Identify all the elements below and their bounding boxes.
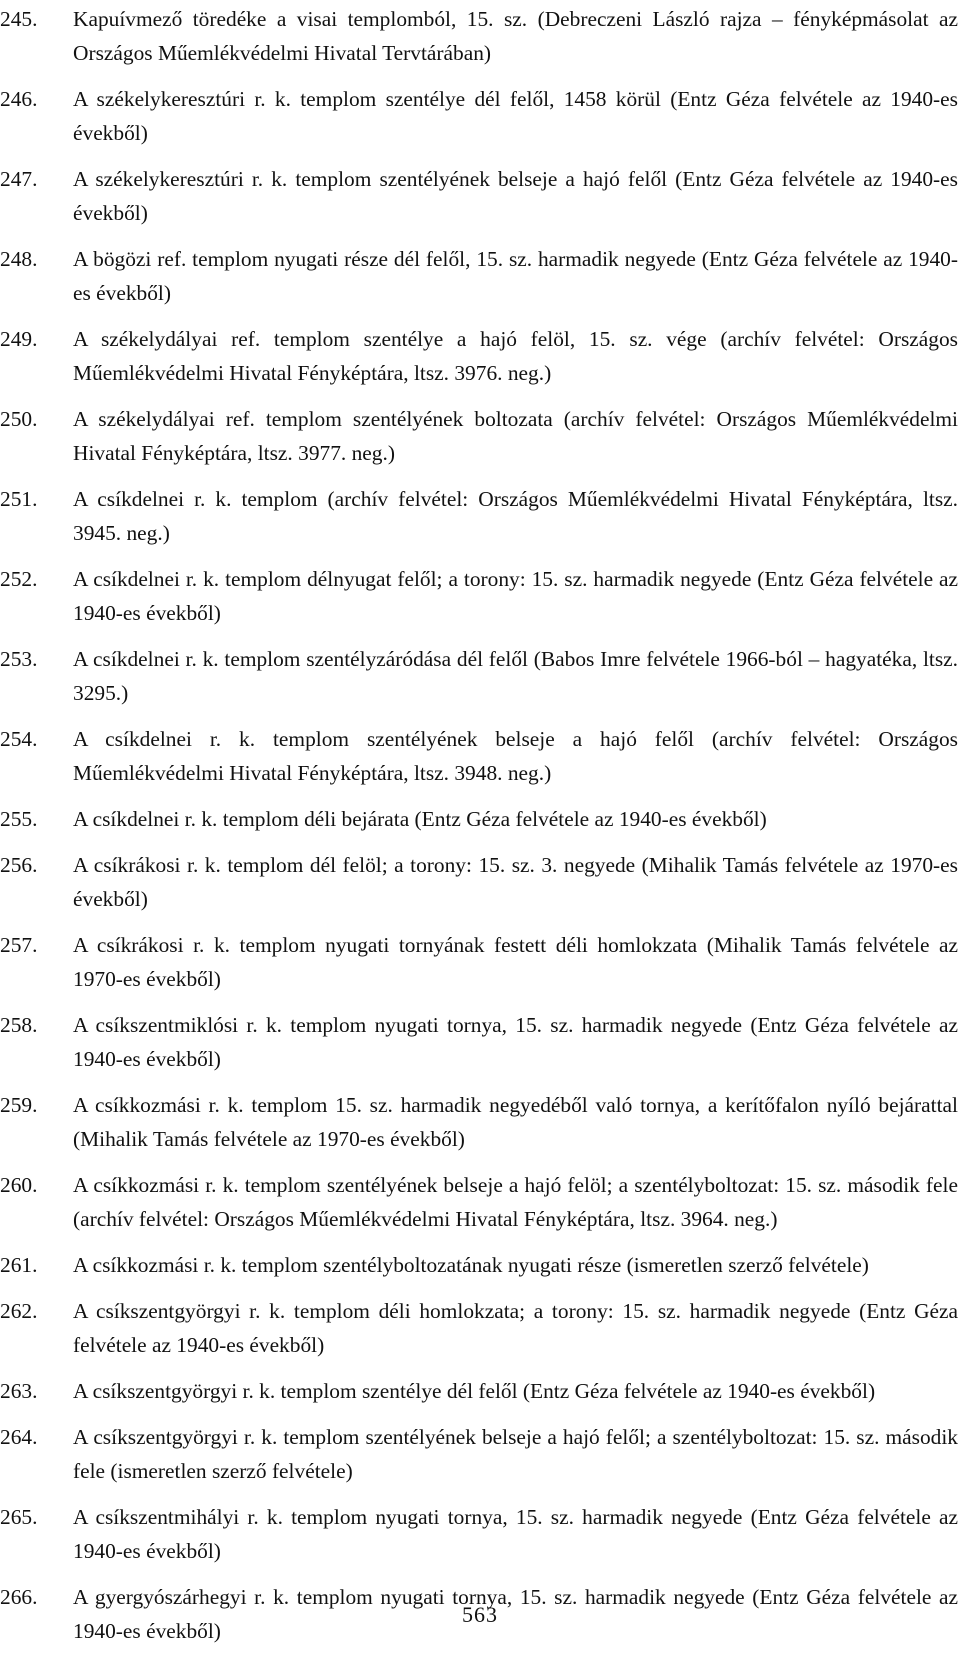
entry-number: 254. bbox=[0, 727, 38, 751]
list-item bbox=[0, 1420, 960, 1488]
entry-caption: A bögözi ref. templom nyugati része dél felől, 15. sz. harmadik negyede (Entz Géza felvétele az 1940-es évekből) bbox=[73, 247, 958, 305]
list-item bbox=[0, 928, 960, 996]
entry-number: 265. bbox=[0, 1505, 38, 1529]
list-item bbox=[0, 82, 960, 150]
entry-number: 248. bbox=[0, 247, 38, 271]
entry-caption: A csíkszentmihályi r. k. templom nyugati tornya, 15. sz. harmadik negyede (Entz Géza felvétele az 1940-es évekből) bbox=[73, 1505, 958, 1563]
entry-number: 256. bbox=[0, 853, 38, 877]
entry-number: 246. bbox=[0, 87, 38, 111]
list-item bbox=[0, 1294, 960, 1362]
list-item bbox=[0, 848, 960, 916]
entry-caption: A csíkrákosi r. k. templom nyugati tornyának festett déli homlokzata (Mihalik Tamás felvétele az 1970-es évekből) bbox=[73, 933, 958, 991]
entry-number: 259. bbox=[0, 1093, 38, 1117]
entry-number: 252. bbox=[0, 567, 38, 591]
list-item bbox=[0, 1088, 960, 1156]
entry-number: 262. bbox=[0, 1299, 38, 1323]
list-item bbox=[0, 802, 960, 836]
entry-caption: A csíkszentmiklósi r. k. templom nyugati tornya, 15. sz. harmadik negyede (Entz Géza felvétele az 1940-es évekből) bbox=[73, 1013, 958, 1071]
entry-caption: A csíkdelnei r. k. templom szentélyzáródása dél felől (Babos Imre felvétele 1966-ból – hagyatéka, ltsz. 3295.) bbox=[73, 647, 958, 705]
entry-caption: A székelydályai ref. templom szentélye a hajó felöl, 15. sz. vége (archív felvétel: Országos Műemlékvédelmi Hivatal Fényképtára, ltsz. 3976. neg.) bbox=[73, 327, 958, 385]
entry-caption: A csíkkozmási r. k. templom szentélyének belseje a hajó felöl; a szentélyboltozat: 15. sz. második fele (archív felvétel: Országos Műemlékvédelmi Hivatal Fényképtára, ltsz. 3964. neg.) bbox=[73, 1173, 958, 1231]
list-item bbox=[0, 162, 960, 230]
entry-number: 245. bbox=[0, 7, 38, 31]
entry-number: 261. bbox=[0, 1253, 38, 1277]
entry-number: 264. bbox=[0, 1425, 38, 1449]
entry-caption: A székelykeresztúri r. k. templom szentélyének belseje a hajó felől (Entz Géza felvétele az 1940-es évekből) bbox=[73, 167, 958, 225]
entry-caption: A csíkdelnei r. k. templom (archív felvétel: Országos Műemlékvédelmi Hivatal Fényképtára, ltsz. 3945. neg.) bbox=[73, 487, 958, 545]
list-item bbox=[0, 722, 960, 790]
list-item bbox=[0, 482, 960, 550]
entry-caption: A csíkszentgyörgyi r. k. templom szentélye dél felől (Entz Géza felvétele az 1940-es évekből) bbox=[73, 1379, 876, 1403]
list-item bbox=[0, 1168, 960, 1236]
entry-caption: Kapuívmező töredéke a visai templomból, 15. sz. (Debreczeni László rajza – fényképmásolat az Országos Műemlékvédelmi Hivatal Tervtárában) bbox=[73, 7, 958, 65]
entry-number: 263. bbox=[0, 1379, 38, 1403]
list-item bbox=[0, 1374, 960, 1408]
entry-number: 266. bbox=[0, 1585, 38, 1609]
list-item bbox=[0, 2, 960, 70]
list-item bbox=[0, 642, 960, 710]
entry-caption: A székelykeresztúri r. k. templom szentélye dél felől, 1458 körül (Entz Géza felvétele az 1940-es évekből) bbox=[73, 87, 958, 145]
entry-caption: A csíkdelnei r. k. templom délnyugat felől; a torony: 15. sz. harmadik negyede (Entz Géza felvétele az 1940-es évekből) bbox=[73, 567, 958, 625]
entry-number: 251. bbox=[0, 487, 38, 511]
entry-number: 249. bbox=[0, 327, 38, 351]
entry-number: 258. bbox=[0, 1013, 38, 1037]
entry-number: 250. bbox=[0, 407, 38, 431]
entry-caption: A csíkkozmási r. k. templom szentélyboltozatának nyugati része (ismeretlen szerző felvétele) bbox=[73, 1253, 869, 1277]
entry-caption: A gyergyószárhegyi r. k. templom nyugati tornya, 15. sz. harmadik negyede (Entz Géza felvétele az 1940-es évekből) bbox=[73, 1585, 958, 1643]
list-item bbox=[0, 402, 960, 470]
entry-caption: A csíkdelnei r. k. templom déli bejárata (Entz Géza felvétele az 1940-es évekből) bbox=[73, 807, 767, 831]
list-item bbox=[0, 562, 960, 630]
list-item bbox=[0, 1248, 960, 1282]
entry-number: 247. bbox=[0, 167, 38, 191]
entry-number: 253. bbox=[0, 647, 38, 671]
entry-caption: A csíkszentgyörgyi r. k. templom déli homlokzata; a torony: 15. sz. harmadik negyede (Entz Géza felvétele az 1940-es évekből) bbox=[73, 1299, 958, 1357]
entry-caption: A csíkszentgyörgyi r. k. templom szentélyének belseje a hajó felől; a szentélyboltozat: 15. sz. második fele (ismeretlen szerző felvétele) bbox=[73, 1425, 958, 1483]
entry-number: 257. bbox=[0, 933, 38, 957]
entry-caption: A székelydályai ref. templom szentélyének boltozata (archív felvétel: Országos Műemlékvédelmi Hivatal Fényképtára, ltsz. 3977. neg.) bbox=[73, 407, 958, 465]
entry-caption: A csíkdelnei r. k. templom szentélyének belseje a hajó felől (archív felvétel: Országos Műemlékvédelmi Hivatal Fényképtára, ltsz. 3948. neg.) bbox=[73, 727, 958, 785]
list-item bbox=[0, 322, 960, 390]
list-item bbox=[0, 1500, 960, 1568]
list-item bbox=[0, 1008, 960, 1076]
list-item bbox=[0, 242, 960, 310]
page-number: 563 bbox=[462, 1602, 498, 1627]
entry-caption: A csíkkozmási r. k. templom 15. sz. harmadik negyedéből való tornya, a kerítőfalon nyíló bejárattal (Mihalik Tamás felvétele az 1970-es évekből) bbox=[73, 1093, 958, 1151]
entry-number: 260. bbox=[0, 1173, 38, 1197]
entry-number: 255. bbox=[0, 807, 38, 831]
entry-caption: A csíkrákosi r. k. templom dél felöl; a torony: 15. sz. 3. negyede (Mihalik Tamás felvétele az 1970-es évekből) bbox=[73, 853, 958, 911]
